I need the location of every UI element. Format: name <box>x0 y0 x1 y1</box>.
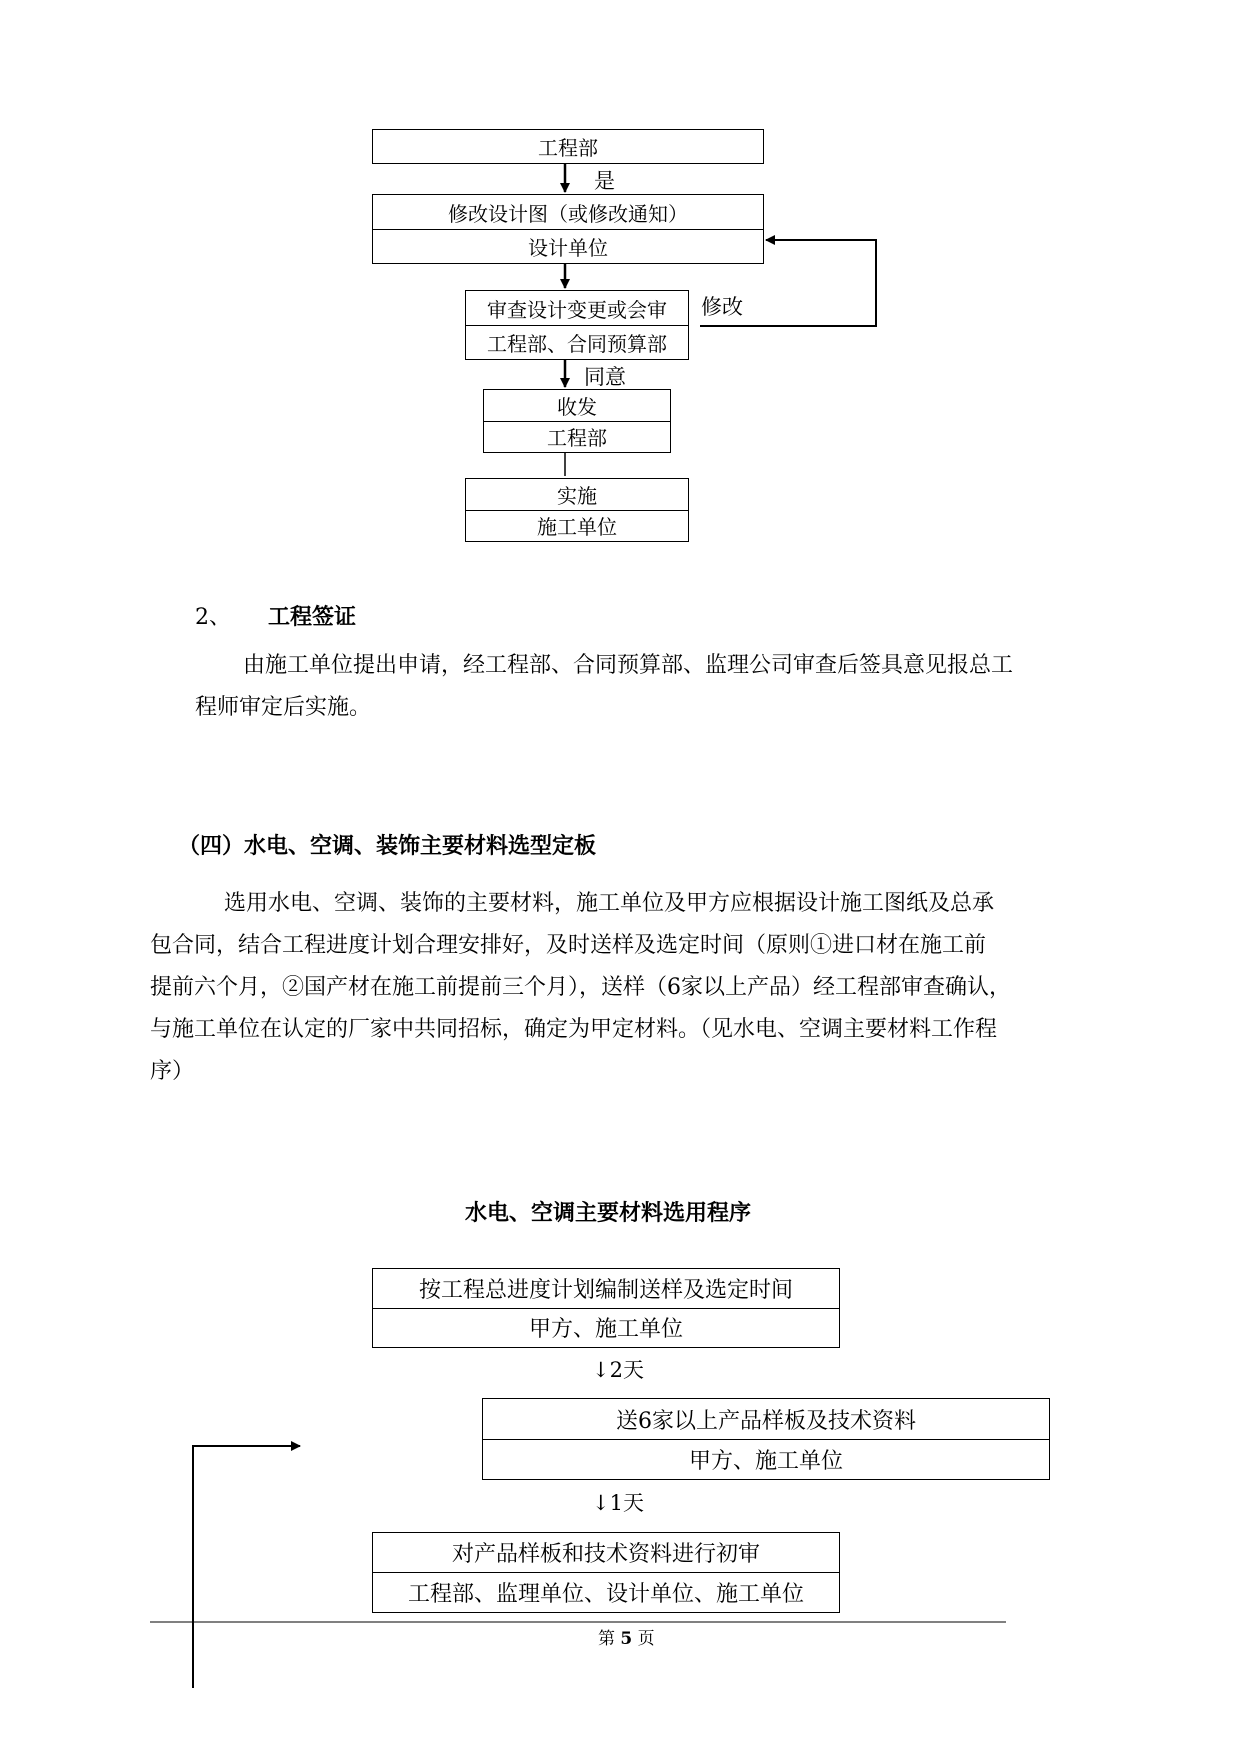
flow1-receive-title: 收发 <box>557 395 597 419</box>
section4-title: （四）水电、空调、装饰主要材料选型定板 <box>178 834 597 859</box>
flow2-step1-label: ↓2天 <box>592 1358 644 1382</box>
page-prefix: 第 <box>598 1629 615 1649</box>
flow2-return-line <box>193 1446 300 1688</box>
flow2-box3-title: 对产品样板和技术资料进行初审 <box>451 1542 760 1567</box>
flow1-engineering-label: 工程部 <box>538 135 598 160</box>
flow2-title: 水电、空调主要材料选用程序 <box>465 1201 752 1226</box>
flow1-review-title: 审查设计变更或会审 <box>487 297 667 322</box>
flow2-step2-label: ↓1天 <box>592 1491 644 1515</box>
section2-line-1: 由施工单位提出申请，经工程部、合同预算部、监理公司审查后签具意见报总工 <box>243 653 1014 678</box>
flow2-box1-title: 按工程总进度计划编制送样及选定时间 <box>418 1278 793 1303</box>
section4-line-1: 选用水电、空调、装饰的主要材料，施工单位及甲方应根据设计施工图纸及总承 <box>224 891 995 916</box>
flow1-modify-label: 修改 <box>701 295 743 319</box>
page-number-footer <box>598 1624 655 1649</box>
flow1-revise-dept: 设计单位 <box>373 229 763 262</box>
section2-title: 工程签证 <box>268 605 357 630</box>
flow1-review-dept: 工程部、合同预算部 <box>466 325 688 358</box>
flow2-box1-dept: 甲方、施工单位 <box>373 1308 839 1346</box>
page-number: 5 <box>620 1629 633 1649</box>
flow1-implement-dept: 施工单位 <box>466 510 688 540</box>
flow2-box2-title: 送6家以上产品样板及技术资料 <box>616 1408 916 1434</box>
page-suffix: 页 <box>637 1629 655 1649</box>
section4-line-4: 与施工单位在认定的厂家中共同招标，确定为甲定材料。（见水电、空调主要材料工作程 <box>150 1017 998 1042</box>
section4-line-2: 包合同，结合工程进度计划合理安排好，及时送样及选定时间（原则①进口材在施工前 <box>150 933 987 958</box>
flow1-yes-label: 是 <box>594 169 615 193</box>
flow1-implement-title: 实施 <box>557 484 597 508</box>
section2-number: 2、 <box>195 605 231 630</box>
flow2-box2-dept: 甲方、施工单位 <box>483 1439 1049 1478</box>
flow1-agree-label: 同意 <box>584 365 626 389</box>
flow1-revise-title: 修改设计图（或修改通知） <box>448 201 688 226</box>
feedback-loop-line <box>700 240 876 326</box>
section4-line-5: 序） <box>150 1059 195 1084</box>
section2-line-2: 程师审定后实施。 <box>195 695 372 720</box>
flow1-receive-dept: 工程部 <box>484 421 670 451</box>
section4-line-3: 提前六个月，②国产材在施工前提前三个月），送样（6家以上产品）经工程部审查确认， <box>150 975 1012 1000</box>
flow2-box3-dept: 工程部、监理单位、设计单位、施工单位 <box>373 1572 839 1611</box>
